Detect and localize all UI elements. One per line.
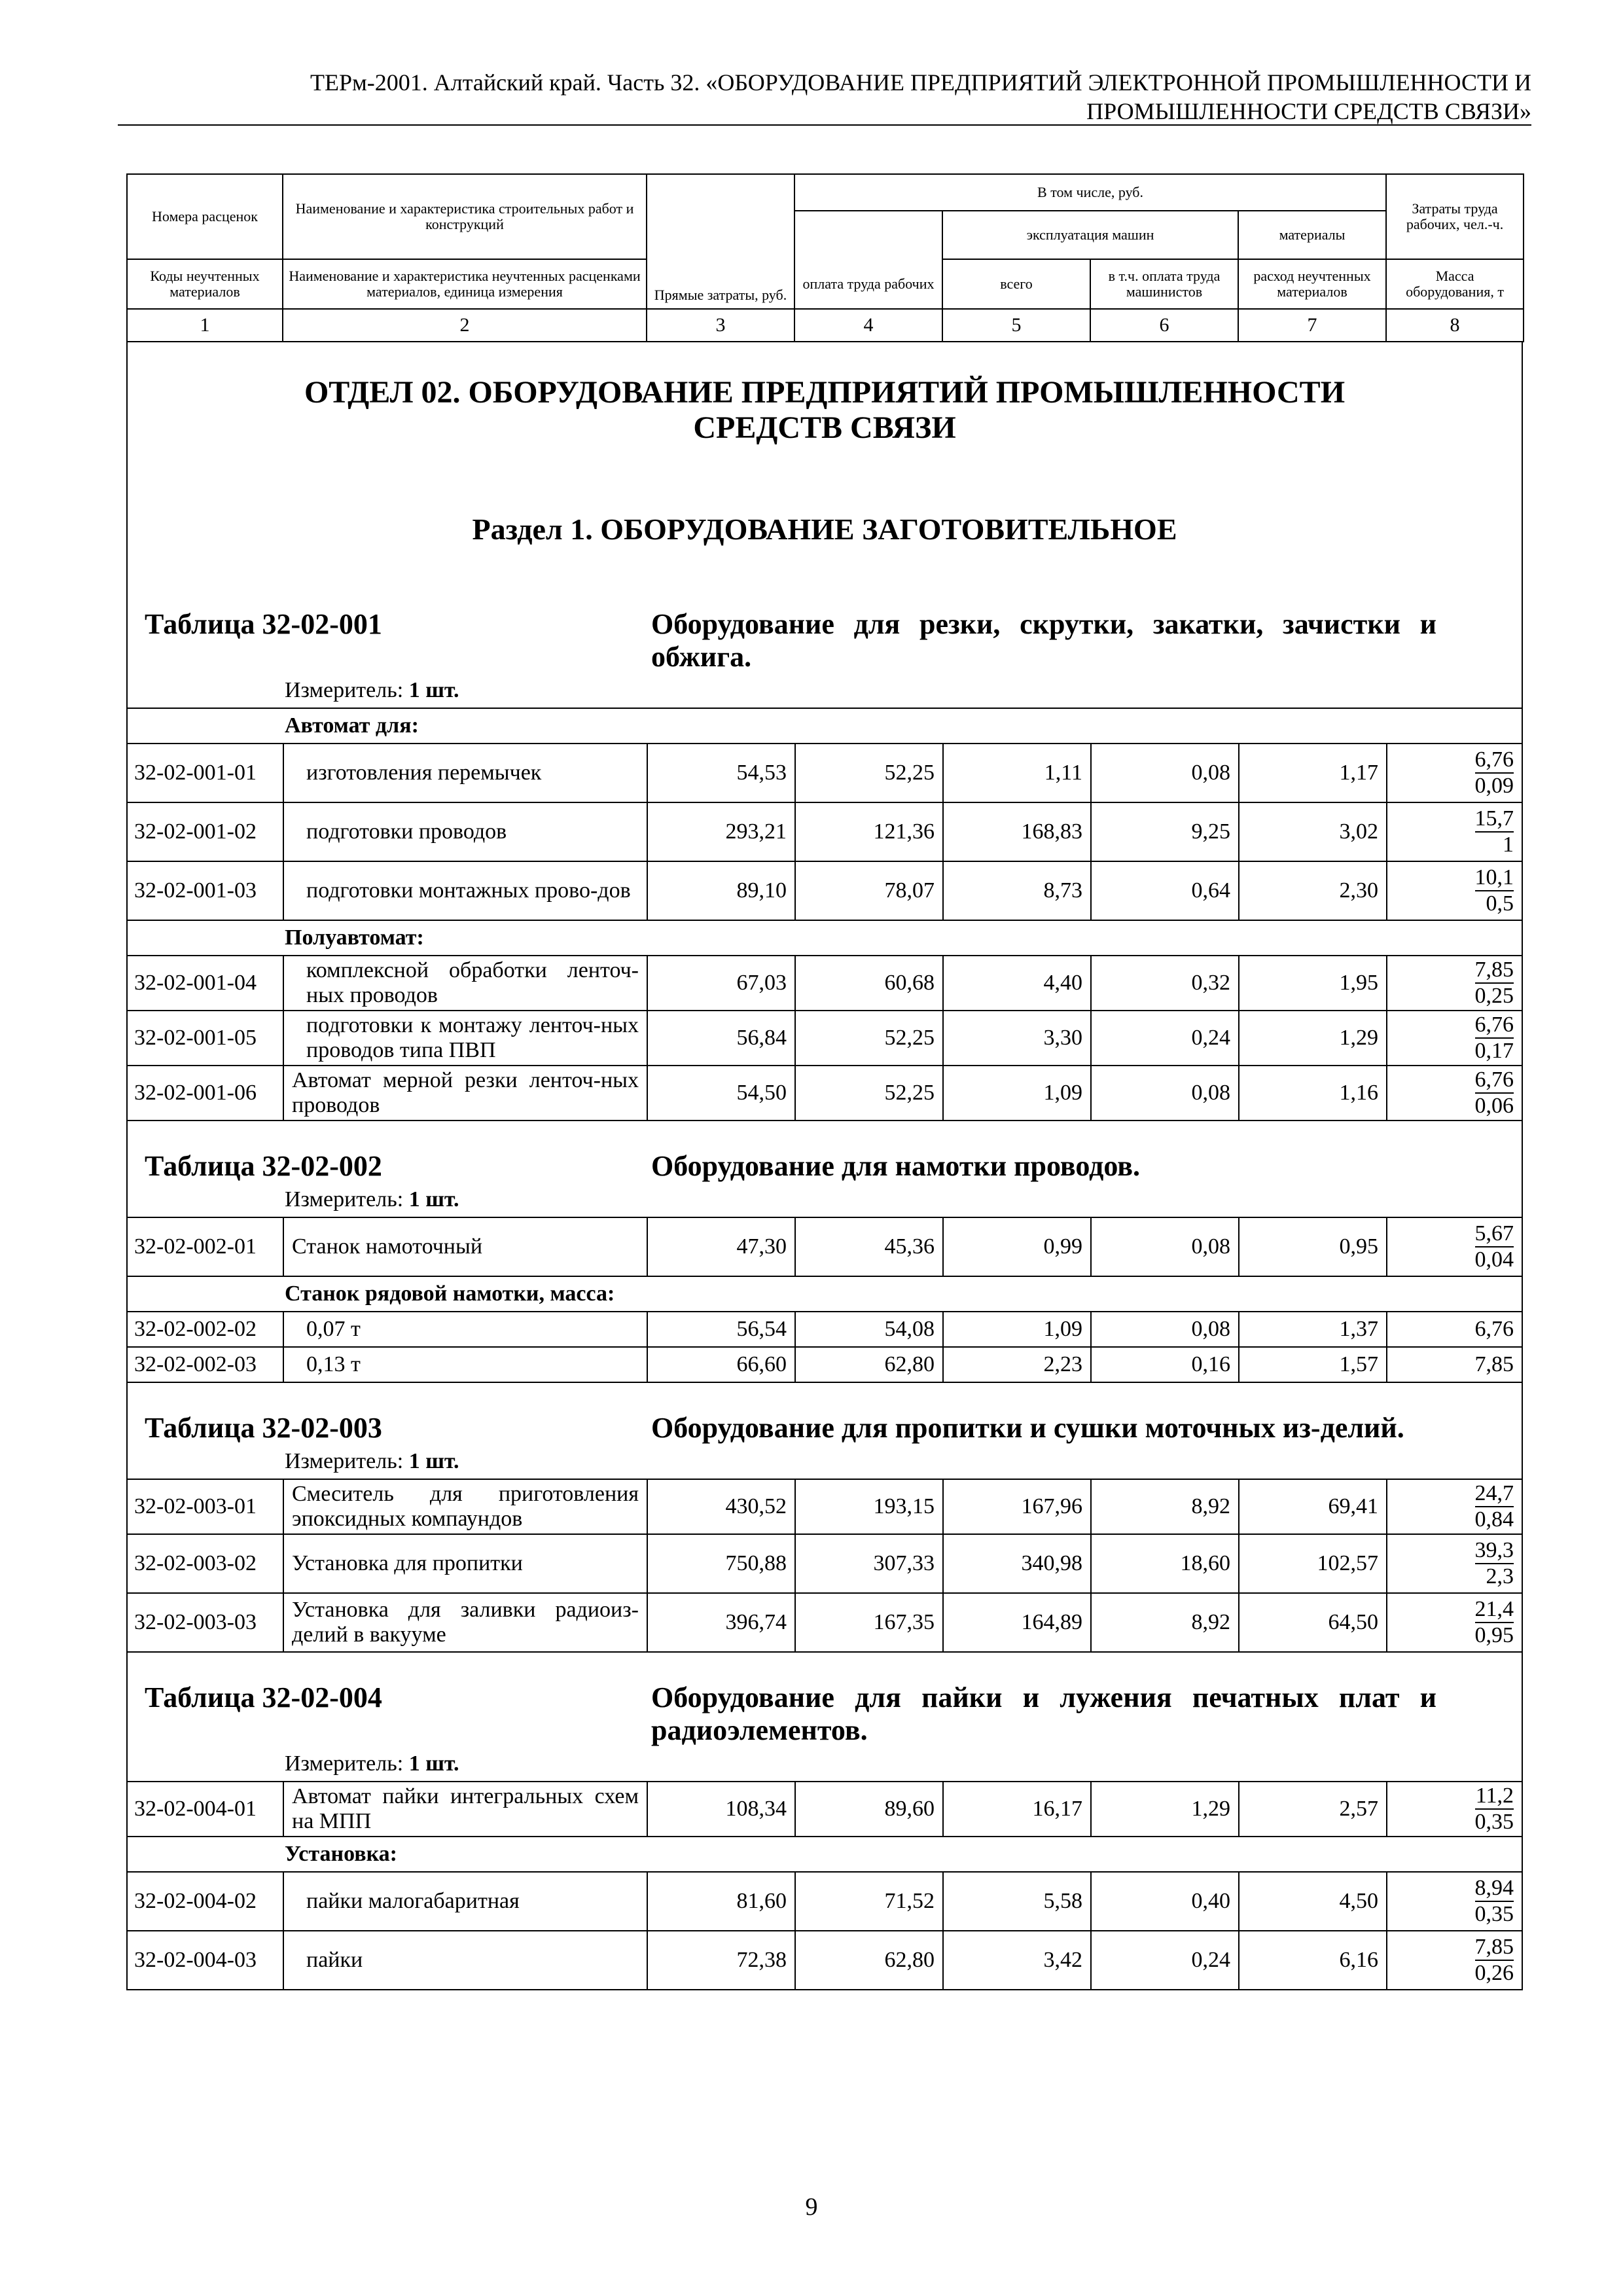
machinist-wages: 0,40 <box>1091 1872 1239 1931</box>
materials-cost: 1,17 <box>1239 744 1387 802</box>
mass-value: 0,09 <box>1474 774 1514 798</box>
machinist-wages: 9,25 <box>1091 802 1239 861</box>
mass-value: 2,3 <box>1486 1564 1514 1588</box>
worker-wages: 78,07 <box>795 861 943 920</box>
table-heading <box>128 1383 1522 1480</box>
direct-cost: 108,34 <box>647 1782 795 1837</box>
col-mach-wages: в т.ч. оплата труда машинистов <box>1090 259 1238 309</box>
col-num: 8 <box>1386 309 1524 342</box>
table-row <box>128 744 1522 802</box>
header-rule <box>118 124 1531 126</box>
running-header-line2: ПРОМЫШЛЕННОСТИ СРЕДСТВ СВЯЗИ» <box>1086 98 1531 124</box>
table-row <box>128 1872 1522 1931</box>
table-row <box>128 861 1522 920</box>
direct-cost: 430,52 <box>647 1480 795 1534</box>
machinist-wages: 0,24 <box>1091 1011 1239 1066</box>
table-row <box>128 956 1522 1011</box>
group-label: Полуавтомат: <box>128 920 1522 956</box>
worker-wages: 167,35 <box>795 1593 943 1652</box>
labor-value: 15,7 <box>1475 806 1514 833</box>
rate-code: 32-02-003-02 <box>128 1534 283 1593</box>
direct-cost: 67,03 <box>647 956 795 1011</box>
unit-value: 1 шт. <box>408 1449 459 1473</box>
table-row <box>128 1066 1522 1121</box>
materials-cost: 1,16 <box>1239 1066 1387 1121</box>
machinist-wages: 1,29 <box>1091 1782 1239 1837</box>
price-sheet <box>126 173 1523 1990</box>
materials-cost: 69,41 <box>1239 1480 1387 1534</box>
col-num: 4 <box>794 309 942 342</box>
direct-cost: 81,60 <box>647 1872 795 1931</box>
col-num: 2 <box>283 309 647 342</box>
labor-mass <box>1387 1066 1522 1121</box>
rate-code: 32-02-004-02 <box>128 1872 283 1931</box>
labor-mass <box>1387 1782 1522 1837</box>
labor-value: 8,94 <box>1475 1876 1514 1902</box>
table-row <box>128 1347 1522 1382</box>
mass-value: 0,35 <box>1474 1902 1514 1926</box>
rate-code: 32-02-001-04 <box>128 956 283 1011</box>
machine-cost: 2,23 <box>943 1347 1091 1382</box>
direct-cost: 56,84 <box>647 1011 795 1066</box>
labor-mass <box>1387 1218 1522 1276</box>
mass-value: 0,25 <box>1474 984 1514 1008</box>
materials-cost: 1,29 <box>1239 1011 1387 1066</box>
worker-wages: 45,36 <box>795 1218 943 1276</box>
worker-wages: 52,25 <box>795 1011 943 1066</box>
group-label: Автомат для: <box>128 709 1522 744</box>
machinist-wages: 0,16 <box>1091 1347 1239 1382</box>
labor-value: 21,4 <box>1475 1597 1514 1623</box>
unit-label: Измеритель: <box>285 1751 404 1776</box>
worker-wages: 60,68 <box>795 956 943 1011</box>
group-label: Установка: <box>128 1837 1522 1872</box>
table-number: Таблица 32-02-004 <box>145 1681 382 1713</box>
rate-code: 32-02-001-02 <box>128 802 283 861</box>
col-direct: Прямые затраты, руб. <box>647 174 794 309</box>
worker-wages: 62,80 <box>795 1347 943 1382</box>
labor-mass <box>1387 744 1522 802</box>
direct-cost: 750,88 <box>647 1534 795 1593</box>
rate-code: 32-02-004-03 <box>128 1931 283 1989</box>
table-row <box>128 1218 1522 1276</box>
worker-wages: 121,36 <box>795 802 943 861</box>
labor-value: 7,85 <box>1475 1935 1514 1961</box>
direct-cost: 54,50 <box>647 1066 795 1121</box>
rate-name: изготовления перемычек <box>283 744 647 802</box>
rate-name: Установка для пропитки <box>283 1534 647 1593</box>
group-row <box>128 920 1522 956</box>
materials-cost: 3,02 <box>1239 802 1387 861</box>
mass-value: 0,5 <box>1486 891 1514 916</box>
labor-mass <box>1387 1872 1522 1931</box>
machine-cost: 3,42 <box>943 1931 1091 1989</box>
labor-value: 24,7 <box>1475 1481 1514 1507</box>
rate-name: Станок намоточный <box>283 1218 647 1276</box>
rate-code: 32-02-004-01 <box>128 1782 283 1837</box>
mass-value: 0,84 <box>1474 1507 1514 1532</box>
table-title: Оборудование для пропитки и сушки моточных из-делий. <box>651 1412 1404 1444</box>
col-labor: Затраты труда рабочих, чел.-ч. <box>1386 174 1524 259</box>
col-rate-numbers: Номера расценок <box>127 174 283 259</box>
rate-name: подготовки монтажных прово-дов <box>283 861 647 920</box>
direct-cost: 54,53 <box>647 744 795 802</box>
machine-cost: 16,17 <box>943 1782 1091 1837</box>
rate-name: Смеситель для приготовления эпоксидных компаундов <box>283 1480 647 1534</box>
machine-cost: 8,73 <box>943 861 1091 920</box>
unit-value: 1 шт. <box>408 678 459 702</box>
materials-cost: 102,57 <box>1239 1534 1387 1593</box>
materials-cost: 1,57 <box>1239 1347 1387 1382</box>
division-title: ОТДЕЛ 02. ОБОРУДОВАНИЕ ПРЕДПРИЯТИЙ ПРОМЫШЛЕННОСТИ СРЕДСТВ СВЯЗИ <box>304 375 1346 445</box>
machine-cost: 1,09 <box>943 1312 1091 1347</box>
rate-name: пайки <box>283 1931 647 1989</box>
rate-name: Автомат мерной резки ленточ-ных проводов <box>283 1066 647 1121</box>
materials-cost: 64,50 <box>1239 1593 1387 1652</box>
labor-value: 10,1 <box>1475 865 1514 891</box>
col-machines: эксплуатация машин <box>942 211 1238 259</box>
labor-mass <box>1387 956 1522 1011</box>
unit-label: Измеритель: <box>285 678 404 702</box>
unit-label: Измеритель: <box>285 1187 404 1211</box>
machinist-wages: 0,08 <box>1091 1066 1239 1121</box>
labor-mass <box>1387 1480 1522 1534</box>
materials-cost: 2,57 <box>1239 1782 1387 1837</box>
rate-name: Автомат пайки интегральных схем на МПП <box>283 1782 647 1837</box>
table-number: Таблица 32-02-001 <box>145 608 382 640</box>
labor-value: 7,85 <box>1474 1352 1514 1376</box>
rate-tables <box>128 547 1522 1989</box>
rate-table <box>128 1480 1522 1653</box>
machine-cost: 1,11 <box>943 744 1091 802</box>
rate-name: Установка для заливки радиоиз-делий в вакууме <box>283 1593 647 1652</box>
labor-value: 6,76 <box>1474 1317 1514 1341</box>
col-num: 6 <box>1090 309 1238 342</box>
labor-value: 11,2 <box>1475 1784 1514 1810</box>
table-heading <box>128 547 1522 709</box>
rate-code: 32-02-001-05 <box>128 1011 283 1066</box>
col-mass: Масса оборудования, т <box>1386 259 1524 309</box>
labor-value: 7,85 <box>1475 958 1514 984</box>
rate-code: 32-02-001-03 <box>128 861 283 920</box>
worker-wages: 307,33 <box>795 1534 943 1593</box>
rate-name: подготовки к монтажу ленточ-ных проводов типа ПВП <box>283 1011 647 1066</box>
machine-cost: 168,83 <box>943 802 1091 861</box>
unit-value: 1 шт. <box>408 1751 459 1776</box>
column-header-table <box>126 173 1524 342</box>
labor-mass <box>1387 861 1522 920</box>
labor-mass <box>1387 1534 1522 1593</box>
unit-label: Измеритель: <box>285 1449 404 1473</box>
direct-cost: 66,60 <box>647 1347 795 1382</box>
labor-mass <box>1387 1593 1522 1652</box>
group-row <box>128 1276 1522 1312</box>
labor-mass <box>1387 1312 1522 1347</box>
machine-cost: 4,40 <box>943 956 1091 1011</box>
table-title: Оборудование для резки, скрутки, закатки, зачистки и обжига. <box>651 608 1436 673</box>
mass-value: 0,35 <box>1474 1810 1514 1834</box>
machine-cost: 1,09 <box>943 1066 1091 1121</box>
table-number: Таблица 32-02-002 <box>145 1150 382 1182</box>
table-row <box>128 1534 1522 1593</box>
machine-cost: 164,89 <box>943 1593 1091 1652</box>
mass-value: 0,17 <box>1474 1039 1514 1063</box>
worker-wages: 52,25 <box>795 1066 943 1121</box>
machinist-wages: 0,08 <box>1091 1312 1239 1347</box>
rate-code: 32-02-002-02 <box>128 1312 283 1347</box>
col-mat-use: расход неучтенных материалов <box>1238 259 1386 309</box>
labor-mass <box>1387 1347 1522 1382</box>
machinist-wages: 0,08 <box>1091 1218 1239 1276</box>
table-heading <box>128 1653 1522 1782</box>
rate-name: пайки малогабаритная <box>283 1872 647 1931</box>
table-unit <box>285 1444 1522 1479</box>
mass-value: 0,04 <box>1474 1247 1514 1272</box>
table-row <box>128 1312 1522 1347</box>
col-num: 5 <box>942 309 1090 342</box>
col-including: В том числе, руб. <box>794 174 1386 211</box>
materials-cost: 1,95 <box>1239 956 1387 1011</box>
direct-cost: 396,74 <box>647 1593 795 1652</box>
column-numbers-row <box>127 309 1524 342</box>
direct-cost: 293,21 <box>647 802 795 861</box>
rate-name: 0,07 т <box>283 1312 647 1347</box>
group-label: Станок рядовой намотки, масса: <box>128 1276 1522 1312</box>
rate-table <box>128 1782 1522 1989</box>
table-unit <box>285 673 1522 708</box>
materials-cost: 2,30 <box>1239 861 1387 920</box>
col-codes: Коды неучтенных материалов <box>127 259 283 309</box>
rate-table <box>128 709 1522 1121</box>
worker-wages: 54,08 <box>795 1312 943 1347</box>
group-row <box>128 1837 1522 1872</box>
table-row <box>128 1931 1522 1989</box>
labor-value: 5,67 <box>1475 1221 1514 1247</box>
col-num: 3 <box>647 309 794 342</box>
rate-name: подготовки проводов <box>283 802 647 861</box>
rate-code: 32-02-003-01 <box>128 1480 283 1534</box>
group-row <box>128 709 1522 744</box>
worker-wages: 193,15 <box>795 1480 943 1534</box>
table-row <box>128 1011 1522 1066</box>
materials-cost: 4,50 <box>1239 1872 1387 1931</box>
mass-value: 0,95 <box>1474 1623 1514 1647</box>
direct-cost: 47,30 <box>647 1218 795 1276</box>
machinist-wages: 0,08 <box>1091 744 1239 802</box>
labor-value: 6,76 <box>1475 1013 1514 1039</box>
sheet-content <box>126 342 1523 1990</box>
direct-cost: 56,54 <box>647 1312 795 1347</box>
table-heading <box>128 1121 1522 1218</box>
materials-cost: 0,95 <box>1239 1218 1387 1276</box>
col-total: всего <box>942 259 1090 309</box>
machine-cost: 167,96 <box>943 1480 1091 1534</box>
running-header <box>118 68 1531 126</box>
unit-value: 1 шт. <box>408 1187 459 1211</box>
labor-mass <box>1387 802 1522 861</box>
machine-cost: 3,30 <box>943 1011 1091 1066</box>
mass-value: 1 <box>1503 833 1514 857</box>
labor-value: 39,3 <box>1475 1538 1514 1564</box>
col-name-mat: Наименование и характеристика неучтенных расценками материалов, единица измерения <box>283 259 647 309</box>
materials-cost: 6,16 <box>1239 1931 1387 1989</box>
machine-cost: 5,58 <box>943 1872 1091 1931</box>
worker-wages: 71,52 <box>795 1872 943 1931</box>
mass-value: 0,26 <box>1474 1961 1514 1985</box>
rate-code: 32-02-002-03 <box>128 1347 283 1382</box>
machine-cost: 340,98 <box>943 1534 1091 1593</box>
section-title: Раздел 1. ОБОРУДОВАНИЕ ЗАГОТОВИТЕЛЬНОЕ <box>472 512 1177 546</box>
col-num: 7 <box>1238 309 1386 342</box>
page-number: 9 <box>805 2193 818 2221</box>
rate-table <box>128 1218 1522 1383</box>
machine-cost: 0,99 <box>943 1218 1091 1276</box>
labor-mass <box>1387 1011 1522 1066</box>
rate-code: 32-02-001-06 <box>128 1066 283 1121</box>
table-title: Оборудование для пайки и лужения печатных плат и радиоэлементов. <box>651 1681 1436 1746</box>
table-row <box>128 1593 1522 1652</box>
rate-code: 32-02-002-01 <box>128 1218 283 1276</box>
labor-value: 6,76 <box>1475 1067 1514 1094</box>
machinist-wages: 8,92 <box>1091 1593 1239 1652</box>
table-unit <box>285 1183 1522 1217</box>
mass-value: 0,06 <box>1474 1094 1514 1118</box>
col-name-rate: Наименование и характеристика строительных работ и конструкций <box>283 174 647 259</box>
rate-name: комплексной обработки ленточ-ных проводов <box>283 956 647 1011</box>
table-unit <box>285 1747 1522 1781</box>
direct-cost: 72,38 <box>647 1931 795 1989</box>
labor-mass <box>1387 1931 1522 1989</box>
table-number: Таблица 32-02-003 <box>145 1412 382 1444</box>
machinist-wages: 0,24 <box>1091 1931 1239 1989</box>
table-title: Оборудование для намотки проводов. <box>651 1150 1140 1182</box>
machinist-wages: 8,92 <box>1091 1480 1239 1534</box>
machinist-wages: 0,32 <box>1091 956 1239 1011</box>
col-wages: оплата труда рабочих <box>794 259 942 309</box>
materials-cost: 1,37 <box>1239 1312 1387 1347</box>
table-row <box>128 1782 1522 1837</box>
running-header-line1: ТЕРм-2001. Алтайский край. Часть 32. «ОБОРУДОВАНИЕ ПРЕДПРИЯТИЙ ЭЛЕКТРОННОЙ ПРОМЫШЛЕННОСТИ И <box>310 69 1531 96</box>
direct-cost: 89,10 <box>647 861 795 920</box>
col-spacer <box>794 211 942 259</box>
labor-value: 6,76 <box>1475 747 1514 774</box>
machinist-wages: 0,64 <box>1091 861 1239 920</box>
rate-code: 32-02-001-01 <box>128 744 283 802</box>
worker-wages: 62,80 <box>795 1931 943 1989</box>
table-row <box>128 802 1522 861</box>
worker-wages: 52,25 <box>795 744 943 802</box>
col-materials: материалы <box>1238 211 1386 259</box>
rate-code: 32-02-003-03 <box>128 1593 283 1652</box>
col-num: 1 <box>127 309 283 342</box>
rate-name: 0,13 т <box>283 1347 647 1382</box>
machinist-wages: 18,60 <box>1091 1534 1239 1593</box>
worker-wages: 89,60 <box>795 1782 943 1837</box>
table-row <box>128 1480 1522 1534</box>
